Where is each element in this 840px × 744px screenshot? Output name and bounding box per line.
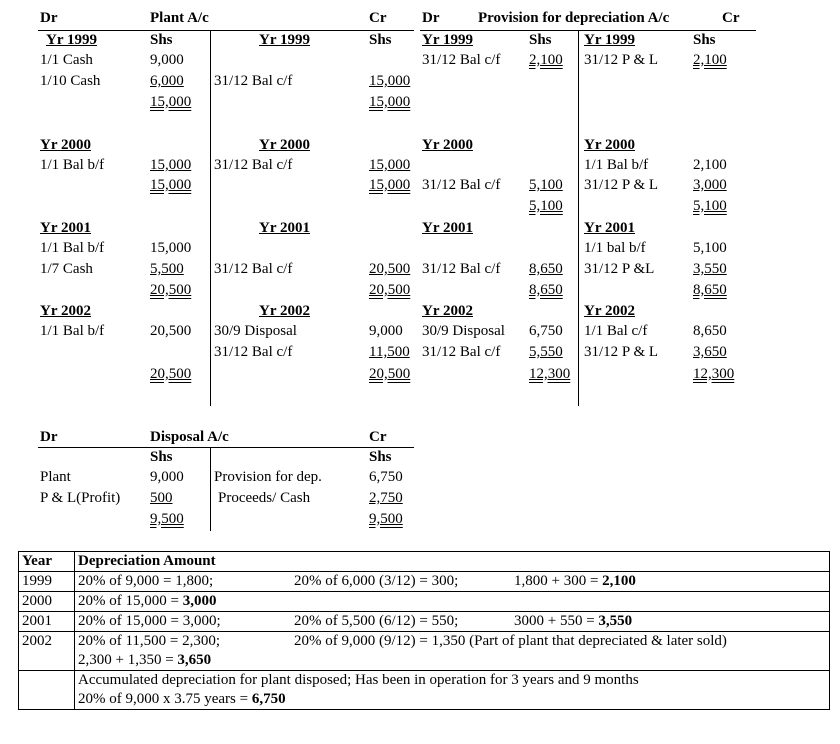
disposal-cr-item-2-label: Proceeds/ Cash bbox=[218, 490, 311, 506]
plant-title: Plant A/c bbox=[150, 10, 209, 26]
provision-2002-cr-item-1-amount: 8,650 bbox=[693, 323, 727, 339]
note-line-2: 20% of 9,000 x 3.75 years = bbox=[78, 691, 252, 707]
plant-2002-cr-item-1-amount: 9,000 bbox=[369, 323, 403, 339]
plant-1999-dr-item-1-label: 1/1 Cash bbox=[40, 52, 93, 68]
row-part-b: 20% of 9,000 (9/12) = 1,350 (Part of plant that depreciated & later sold) bbox=[294, 633, 727, 649]
plant-1999-cr-shs: Shs bbox=[369, 32, 392, 48]
row-part-b: 20% of 6,000 (3/12) = 300; bbox=[294, 573, 459, 589]
table-row bbox=[19, 671, 830, 710]
provision-cr-label: Cr bbox=[722, 10, 740, 26]
plant-2001-dr-year: Yr 2001 bbox=[40, 220, 91, 236]
provision-2000-cr-item-2-label: 31/12 P & L bbox=[584, 177, 659, 193]
disposal-cr-item-1-amount: 6,750 bbox=[369, 469, 403, 485]
provision-2002-cr-total: 12,300 bbox=[693, 366, 735, 382]
header-year: Year bbox=[19, 552, 75, 572]
plant-2002-cr-item-1-label: 30/9 Disposal bbox=[214, 323, 297, 339]
disposal-center-rule bbox=[210, 447, 211, 531]
provision-2002-dr-item-2-label: 31/12 Bal c/f bbox=[422, 344, 501, 360]
plant-2000-dr-item-label: 1/1 Bal b/f bbox=[40, 157, 105, 173]
table-row bbox=[19, 572, 830, 592]
plant-2002-dr-item-label: 1/1 Bal b/f bbox=[40, 323, 105, 339]
provision-2000-dr-year: Yr 2000 bbox=[422, 137, 473, 153]
row-result: 3,550 bbox=[598, 613, 633, 629]
provision-2001-cr-item-2-label: 31/12 P &L bbox=[584, 261, 655, 277]
provision-2001-cr-year: Yr 2001 bbox=[584, 220, 635, 236]
provision-1999-cr-shs: Shs bbox=[693, 32, 716, 48]
row-year: 2001 bbox=[19, 612, 75, 632]
table-row bbox=[19, 632, 830, 671]
provision-2001-dr-item-amount: 8,650 bbox=[529, 261, 563, 277]
row-part-a: 20% of 9,000 = 1,800; bbox=[78, 573, 214, 589]
disposal-dr-item-1-label: Plant bbox=[40, 469, 71, 485]
provision-2001-cr-item-1-label: 1/1 bal b/f bbox=[584, 240, 646, 256]
table-header-row bbox=[19, 552, 830, 572]
note-line-1: Accumulated depreciation for plant disposed; Has been in operation for 3 years and 9 months bbox=[78, 672, 639, 688]
provision-2001-dr-year: Yr 2001 bbox=[422, 220, 473, 236]
plant-1999-cr-item-label: 31/12 Bal c/f bbox=[214, 73, 293, 89]
row-year-empty bbox=[19, 671, 75, 710]
provision-2000-cr-item-1-amount: 2,100 bbox=[693, 157, 727, 173]
plant-2002-cr-year: Yr 2002 bbox=[259, 303, 310, 319]
plant-2001-dr-item-1-amount: 15,000 bbox=[150, 240, 192, 256]
disposal-cr-item-1-label: Provision for dep. bbox=[214, 469, 322, 485]
plant-2000-cr-year: Yr 2000 bbox=[259, 137, 310, 153]
provision-2000-cr-year: Yr 2000 bbox=[584, 137, 635, 153]
provision-1999-cr-year: Yr 1999 bbox=[584, 32, 635, 48]
provision-2002-dr-year: Yr 2002 bbox=[422, 303, 473, 319]
plant-center-rule bbox=[210, 30, 211, 406]
provision-2000-cr-total: 5,100 bbox=[693, 198, 727, 214]
provision-2002-cr-item-2-label: 31/12 P & L bbox=[584, 344, 659, 360]
provision-title: Provision for depreciation A/c bbox=[478, 10, 670, 26]
plant-1999-cr-total: 15,000 bbox=[369, 94, 411, 110]
provision-1999-cr-item-amount: 2,100 bbox=[693, 52, 727, 68]
row-result: 2,100 bbox=[602, 573, 636, 589]
plant-2000-dr-year: Yr 2000 bbox=[40, 137, 91, 153]
table-row bbox=[19, 592, 830, 612]
plant-2002-dr-item-amount: 20,500 bbox=[150, 323, 192, 339]
provision-2001-dr-item-label: 31/12 Bal c/f bbox=[422, 261, 501, 277]
row-amount bbox=[75, 612, 830, 632]
plant-2001-cr-item-amount: 20,500 bbox=[369, 261, 411, 277]
plant-2001-dr-total: 20,500 bbox=[150, 282, 192, 298]
plant-2001-dr-item-1-label: 1/1 Bal b/f bbox=[40, 240, 105, 256]
plant-1999-dr-item-1-amount: 9,000 bbox=[150, 52, 184, 68]
plant-2002-dr-total: 20,500 bbox=[150, 366, 192, 382]
plant-2001-cr-year: Yr 2001 bbox=[259, 220, 310, 236]
plant-2000-dr-item-amount: 15,000 bbox=[150, 157, 192, 173]
plant-1999-cr-year: Yr 1999 bbox=[259, 32, 310, 48]
provision-center-rule bbox=[578, 30, 579, 406]
plant-1999-dr-item-2-amount: 6,000 bbox=[150, 73, 184, 89]
disposal-cr-total: 9,500 bbox=[369, 511, 403, 527]
plant-1999-cr-item-amount: 15,000 bbox=[369, 73, 411, 89]
plant-2001-dr-item-2-label: 1/7 Cash bbox=[40, 261, 93, 277]
plant-2001-cr-item-label: 31/12 Bal c/f bbox=[214, 261, 293, 277]
plant-1999-dr-shs: Shs bbox=[150, 32, 173, 48]
plant-2000-cr-item-amount: 15,000 bbox=[369, 157, 411, 173]
plant-2001-cr-total: 20,500 bbox=[369, 282, 411, 298]
note-result: 6,750 bbox=[251, 691, 286, 707]
header-depreciation-amount: Depreciation Amount bbox=[75, 552, 830, 572]
provision-2002-dr-item-1-amount: 6,750 bbox=[529, 323, 563, 339]
row-amount bbox=[75, 632, 830, 671]
provision-2000-dr-total: 5,100 bbox=[529, 198, 563, 214]
provision-2002-dr-item-2-amount: 5,550 bbox=[529, 344, 563, 360]
provision-1999-dr-year: Yr 1999 bbox=[422, 32, 473, 48]
disposal-dr-item-2-amount: 500 bbox=[150, 490, 173, 506]
plant-2002-cr-item-2-amount: 11,500 bbox=[369, 344, 410, 360]
row-result: 3,650 bbox=[177, 652, 212, 668]
provision-1999-dr-item-amount: 2,100 bbox=[529, 52, 563, 68]
row-note bbox=[75, 671, 830, 710]
plant-2000-cr-total: 15,000 bbox=[369, 177, 411, 193]
disposal-dr-shs: Shs bbox=[150, 449, 173, 465]
provision-2001-cr-total: 8,650 bbox=[693, 282, 727, 298]
provision-top-rule bbox=[420, 30, 756, 31]
disposal-cr-shs: Shs bbox=[369, 449, 392, 465]
row-year: 2002 bbox=[19, 632, 75, 671]
disposal-dr-label: Dr bbox=[40, 429, 58, 445]
row-line2: 2,300 + 1,350 = bbox=[78, 652, 178, 668]
provision-2002-dr-total: 12,300 bbox=[529, 366, 571, 382]
provision-2002-cr-item-1-label: 1/1 Bal c/f bbox=[584, 323, 648, 339]
row-part-c: 1,800 + 300 = bbox=[514, 573, 603, 589]
table-row bbox=[19, 612, 830, 632]
provision-2000-dr-item-label: 31/12 Bal c/f bbox=[422, 177, 501, 193]
plant-1999-dr-item-2-label: 1/10 Cash bbox=[40, 73, 101, 89]
disposal-cr-label: Cr bbox=[369, 429, 387, 445]
plant-2000-cr-item-label: 31/12 Bal c/f bbox=[214, 157, 293, 173]
row-amount bbox=[75, 592, 830, 612]
provision-2000-cr-item-1-label: 1/1 Bal b/f bbox=[584, 157, 649, 173]
provision-2002-cr-item-2-amount: 3,650 bbox=[693, 344, 727, 360]
plant-1999-dr-total: 15,000 bbox=[150, 94, 192, 110]
disposal-cr-item-2-amount: 2,750 bbox=[369, 490, 403, 506]
provision-2000-cr-item-2-amount: 3,000 bbox=[693, 177, 727, 193]
row-part-a: 20% of 15,000 = 3,000; bbox=[78, 613, 221, 629]
row-year: 1999 bbox=[19, 572, 75, 592]
disposal-dr-item-1-amount: 9,000 bbox=[150, 469, 184, 485]
provision-2000-dr-item-amount: 5,100 bbox=[529, 177, 563, 193]
plant-dr-label: Dr bbox=[40, 10, 58, 26]
provision-2001-dr-total: 8,650 bbox=[529, 282, 563, 298]
provision-2001-cr-item-1-amount: 5,100 bbox=[693, 240, 727, 256]
disposal-top-rule bbox=[38, 447, 414, 448]
row-part-a: 20% of 15,000 = bbox=[78, 593, 183, 609]
plant-2002-cr-item-2-label: 31/12 Bal c/f bbox=[214, 344, 293, 360]
row-part-a: 20% of 11,500 = 2,300; bbox=[78, 633, 221, 649]
depreciation-table bbox=[18, 551, 830, 710]
plant-cr-label: Cr bbox=[369, 10, 387, 26]
provision-2002-cr-year: Yr 2002 bbox=[584, 303, 635, 319]
provision-2002-dr-item-1-label: 30/9 Disposal bbox=[422, 323, 505, 339]
plant-top-rule bbox=[38, 30, 414, 31]
row-result: 3,000 bbox=[182, 593, 217, 609]
provision-2001-cr-item-2-amount: 3,550 bbox=[693, 261, 727, 277]
provision-1999-cr-item-label: 31/12 P & L bbox=[584, 52, 659, 68]
row-year: 2000 bbox=[19, 592, 75, 612]
disposal-title: Disposal A/c bbox=[150, 429, 229, 445]
provision-dr-label: Dr bbox=[422, 10, 440, 26]
plant-2000-dr-total: 15,000 bbox=[150, 177, 192, 193]
disposal-dr-item-2-label: P & L(Profit) bbox=[40, 490, 121, 506]
disposal-dr-total: 9,500 bbox=[150, 511, 184, 527]
row-part-b: 20% of 5,500 (6/12) = 550; bbox=[294, 613, 459, 629]
provision-1999-dr-item-label: 31/12 Bal c/f bbox=[422, 52, 501, 68]
provision-1999-dr-shs: Shs bbox=[529, 32, 552, 48]
row-part-c: 3000 + 550 = bbox=[514, 613, 599, 629]
plant-2001-dr-item-2-amount: 5,500 bbox=[150, 261, 184, 277]
plant-2002-cr-total: 20,500 bbox=[369, 366, 411, 382]
plant-1999-dr-year: Yr 1999 bbox=[46, 32, 97, 48]
plant-2002-dr-year: Yr 2002 bbox=[40, 303, 91, 319]
row-amount bbox=[75, 572, 830, 592]
